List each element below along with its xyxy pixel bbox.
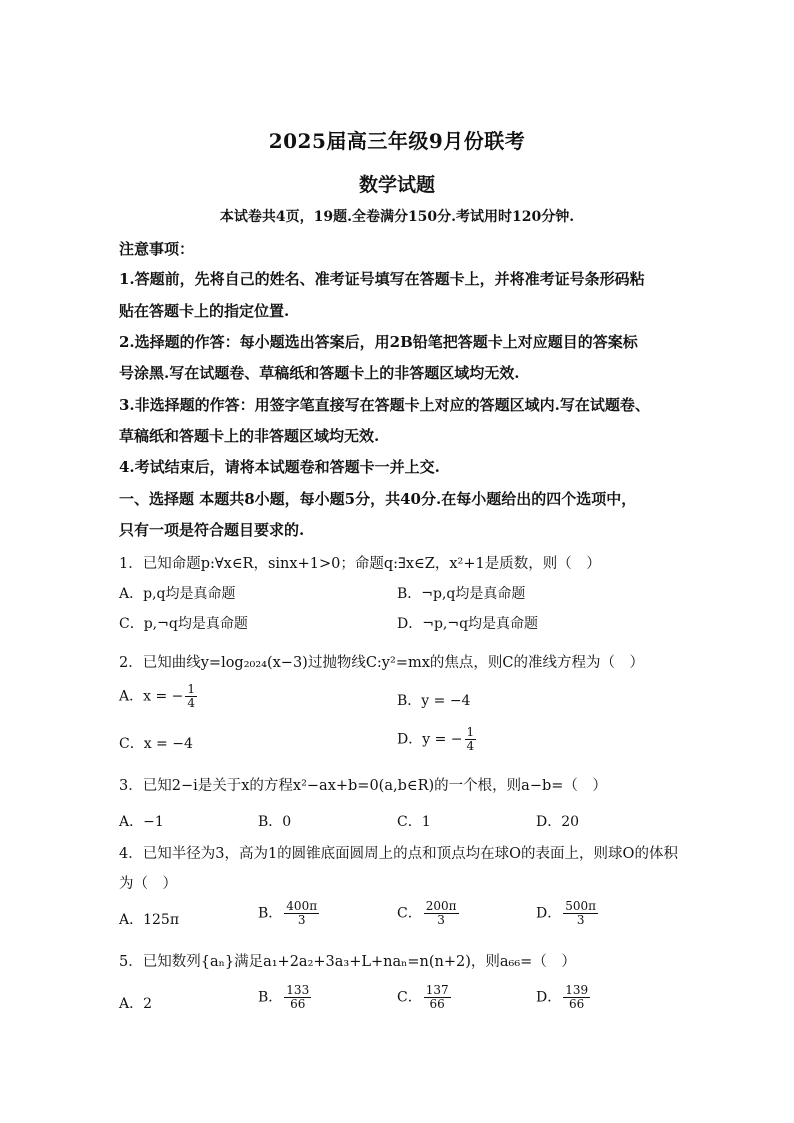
q3-option-d: D．20	[536, 814, 580, 830]
q4-option-d-fraction	[563, 900, 598, 927]
q5-option-c-fraction	[424, 984, 451, 1011]
q2-stem: 2．已知曲线y=log₂₀₂₄(x−3)过抛物线C:y²=mx的焦点，则C的准线方程为（ ）	[119, 655, 644, 671]
q4-option-c-fraction	[424, 900, 459, 927]
q5-option-c-numerator: 137	[425, 983, 449, 997]
notes-heading: 注意事项：	[119, 240, 195, 258]
q5-option-b-fraction	[284, 984, 311, 1011]
q2-option-d-text: D．y = −	[397, 731, 463, 748]
q3-stem: 3．已知2−i是关于x的方程x²−ax+b=0(a,b∈R)的一个根，则a−b=（ ）	[119, 778, 607, 794]
q5-option-d-denominator: 66	[569, 997, 585, 1012]
q4-option-c-text: C．	[397, 905, 422, 922]
q2-option-d	[397, 726, 478, 753]
q1-option-d: D．¬p,¬q均是真命题	[397, 616, 539, 632]
q4-option-b-numerator: 400π	[286, 899, 318, 913]
q4-stem-line-2: 为（ ）	[119, 876, 177, 892]
note-line-2: 贴在答题卡上的指定位置.	[119, 302, 290, 320]
q4-option-d-text: D．	[536, 905, 562, 922]
q1-option-a: A．p,q均是真命题	[119, 586, 236, 602]
note-line-3: 2.选择题的作答：每小题选出答案后，用2B铅笔把答题卡上对应题目的答案标	[119, 333, 638, 351]
exam-info: 本试卷共4页，19题.全卷满分150分.考试用时120分钟.	[219, 209, 575, 225]
q5-option-d-fraction	[563, 984, 590, 1011]
note-line-5: 3.非选择题的作答：用签字笔直接写在答题卡上对应的答题区域内.写在试题卷、	[119, 396, 650, 414]
q4-option-c-numerator: 200π	[425, 899, 457, 913]
q4-option-d	[536, 900, 600, 927]
q5-option-c-denominator: 66	[429, 997, 445, 1012]
q1-option-c: C．p,¬q均是真命题	[119, 616, 248, 632]
q2-option-a-denominator: 4	[187, 696, 196, 711]
q5-option-c	[397, 984, 453, 1011]
q4-stem-line-1: 4．已知半径为3，高为1的圆锥底面圆周上的点和顶点均在球O的表面上，则球O的体积	[119, 846, 678, 862]
q1-option-b: B．¬p,q均是真命题	[397, 586, 526, 602]
q1-stem: 1．已知命题p:∀x∈R，sinx+1>0；命题q:∃x∈Z，x²+1是质数，则（ ）	[119, 556, 601, 572]
section-heading-line-2: 只有一项是符合题目要求的.	[119, 521, 305, 539]
q5-option-d-numerator: 139	[565, 983, 589, 997]
q2-option-d-fraction	[465, 726, 477, 753]
note-line-7: 4.考试结束后，请将本试题卷和答题卡一并上交.	[119, 458, 440, 476]
exam-title: 2025届高三年级9月份联考	[268, 129, 526, 153]
q4-option-b	[258, 900, 321, 927]
note-line-6: 草稿纸和答题卡上的非答题区域均无效.	[119, 427, 380, 445]
q5-option-b-numerator: 133	[286, 983, 310, 997]
section-heading-line-1: 一、选择题 本题共8小题，每小题5分，共40分.在每小题给出的四个选项中，	[119, 490, 637, 508]
note-line-4: 号涂黑.写在试题卷、草稿纸和答题卡上的非答题区域均无效.	[119, 364, 520, 382]
q4-option-b-fraction	[284, 900, 319, 927]
q4-option-b-denominator: 3	[297, 913, 306, 928]
q5-option-c-text: C．	[397, 989, 422, 1006]
q2-option-a-fraction	[185, 683, 197, 710]
q3-option-a: A．−1	[119, 814, 164, 830]
q4-option-b-text: B．	[258, 905, 283, 922]
q4-option-d-denominator: 3	[576, 913, 585, 928]
q2-option-d-denominator: 4	[466, 739, 475, 754]
q2-option-d-numerator: 1	[466, 725, 475, 739]
q2-option-a	[119, 683, 199, 710]
q3-option-b: B．0	[258, 814, 292, 830]
q2-option-b: B．y = −4	[397, 693, 471, 709]
q2-option-c: C．x = −4	[119, 736, 193, 752]
q5-option-b-text: B．	[258, 989, 283, 1006]
q4-option-c	[397, 900, 461, 927]
q4-option-d-numerator: 500π	[565, 899, 597, 913]
note-line-1: 1.答题前，先将自己的姓名、准考证号填写在答题卡上，并将准考证号条形码粘	[119, 270, 645, 288]
q5-option-d-text: D．	[536, 989, 562, 1006]
q5-option-a: A．2	[119, 996, 153, 1012]
q3-option-c: C．1	[397, 814, 431, 830]
q5-option-b	[258, 984, 313, 1011]
q5-option-b-denominator: 66	[290, 997, 306, 1012]
subject-title: 数学试题	[358, 174, 435, 196]
q4-option-a: A．125π	[119, 912, 180, 928]
q5-option-d	[536, 984, 592, 1011]
q2-option-a-text: A．x = −	[119, 688, 184, 705]
q4-option-c-denominator: 3	[437, 913, 445, 928]
q2-option-a-numerator: 1	[187, 682, 196, 696]
q5-stem: 5．已知数列{aₙ}满足a₁+2a₂+3a₃+L+naₙ=n(n+2)，则a₆₆=（ ）	[119, 954, 576, 970]
